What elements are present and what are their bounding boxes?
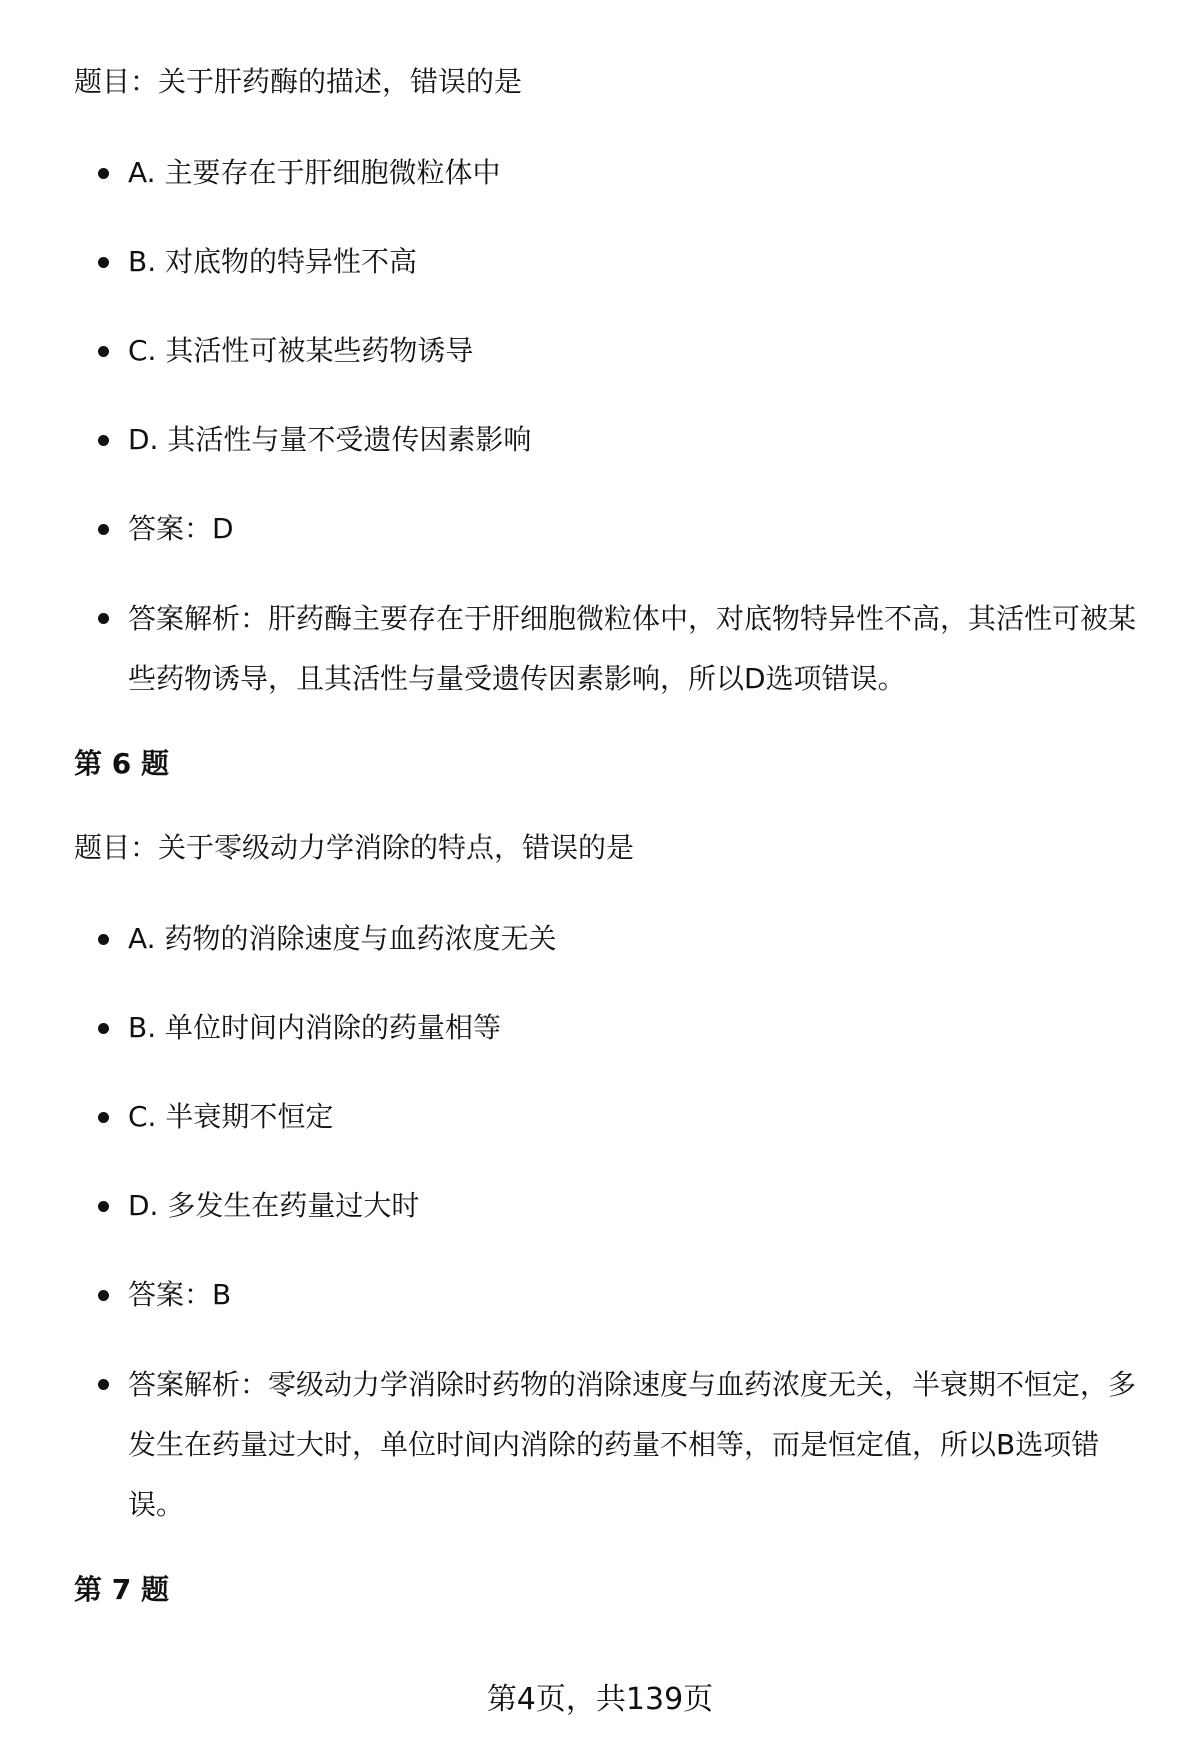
q5-stem: 题目：关于肝药酶的描述，错误的是 <box>74 65 523 98</box>
bullet-icon <box>98 346 109 357</box>
q6-analysis-text: 答案解析：零级动力学消除时药物的消除速度与血药浓度无关，半衰期不恒定，多发生在药量过大时，单位时间内消除的药量不相等，而是恒定值，所以B选项错误。 <box>128 1368 1137 1521</box>
q5-option-b-text: B. 对底物的特异性不高 <box>128 245 418 278</box>
bullet-icon <box>98 934 109 945</box>
q6-option-b <box>74 999 1144 1057</box>
q5-answer-text: 答案：D <box>128 512 234 545</box>
bullet-icon <box>98 1379 109 1390</box>
q6-option-c <box>74 1088 1144 1146</box>
bullet-icon <box>98 1112 109 1123</box>
bullet-icon <box>98 613 109 624</box>
q5-analysis <box>74 589 1144 709</box>
q5-option-a <box>74 144 1144 202</box>
q7-heading: 第 7 题 <box>74 1573 169 1606</box>
bullet-icon <box>98 257 109 268</box>
q6-answer <box>74 1266 1144 1324</box>
q6-heading: 第 6 题 <box>74 747 169 780</box>
q6-options-list <box>74 910 1144 1535</box>
q5-analysis-text: 答案解析：肝药酶主要存在于肝细胞微粒体中，对底物特异性不高，其活性可被某些药物诱导，且其活性与量受遗传因素影响，所以D选项错误。 <box>128 602 1137 695</box>
q5-option-c <box>74 322 1144 380</box>
q5-option-d <box>74 411 1144 469</box>
page-footer: 第4页，共139页 <box>486 1682 714 1717</box>
q5-answer <box>74 500 1144 558</box>
q6-option-a <box>74 910 1144 968</box>
q5-options-list <box>74 144 1144 709</box>
q6-analysis <box>74 1355 1144 1535</box>
bullet-icon <box>98 1023 109 1034</box>
q6-stem: 题目：关于零级动力学消除的特点，错误的是 <box>74 831 635 864</box>
q5-option-a-text: A. 主要存在于肝细胞微粒体中 <box>128 156 501 189</box>
q5-option-c-text: C. 其活性可被某些药物诱导 <box>128 334 474 367</box>
q6-option-d <box>74 1177 1144 1235</box>
q6-option-c-text: C. 半衰期不恒定 <box>128 1100 334 1133</box>
bullet-icon <box>98 1201 109 1212</box>
q6-answer-text: 答案：B <box>128 1278 232 1311</box>
bullet-icon <box>98 524 109 535</box>
bullet-icon <box>98 168 109 179</box>
bullet-icon <box>98 1290 109 1301</box>
q5-option-d-text: D. 其活性与量不受遗传因素影响 <box>128 423 532 456</box>
page-content <box>74 58 1144 1650</box>
q5-option-b <box>74 233 1144 291</box>
q6-option-d-text: D. 多发生在药量过大时 <box>128 1189 420 1222</box>
q6-option-a-text: A. 药物的消除速度与血药浓度无关 <box>128 922 557 955</box>
q6-option-b-text: B. 单位时间内消除的药量相等 <box>128 1011 502 1044</box>
bullet-icon <box>98 435 109 446</box>
